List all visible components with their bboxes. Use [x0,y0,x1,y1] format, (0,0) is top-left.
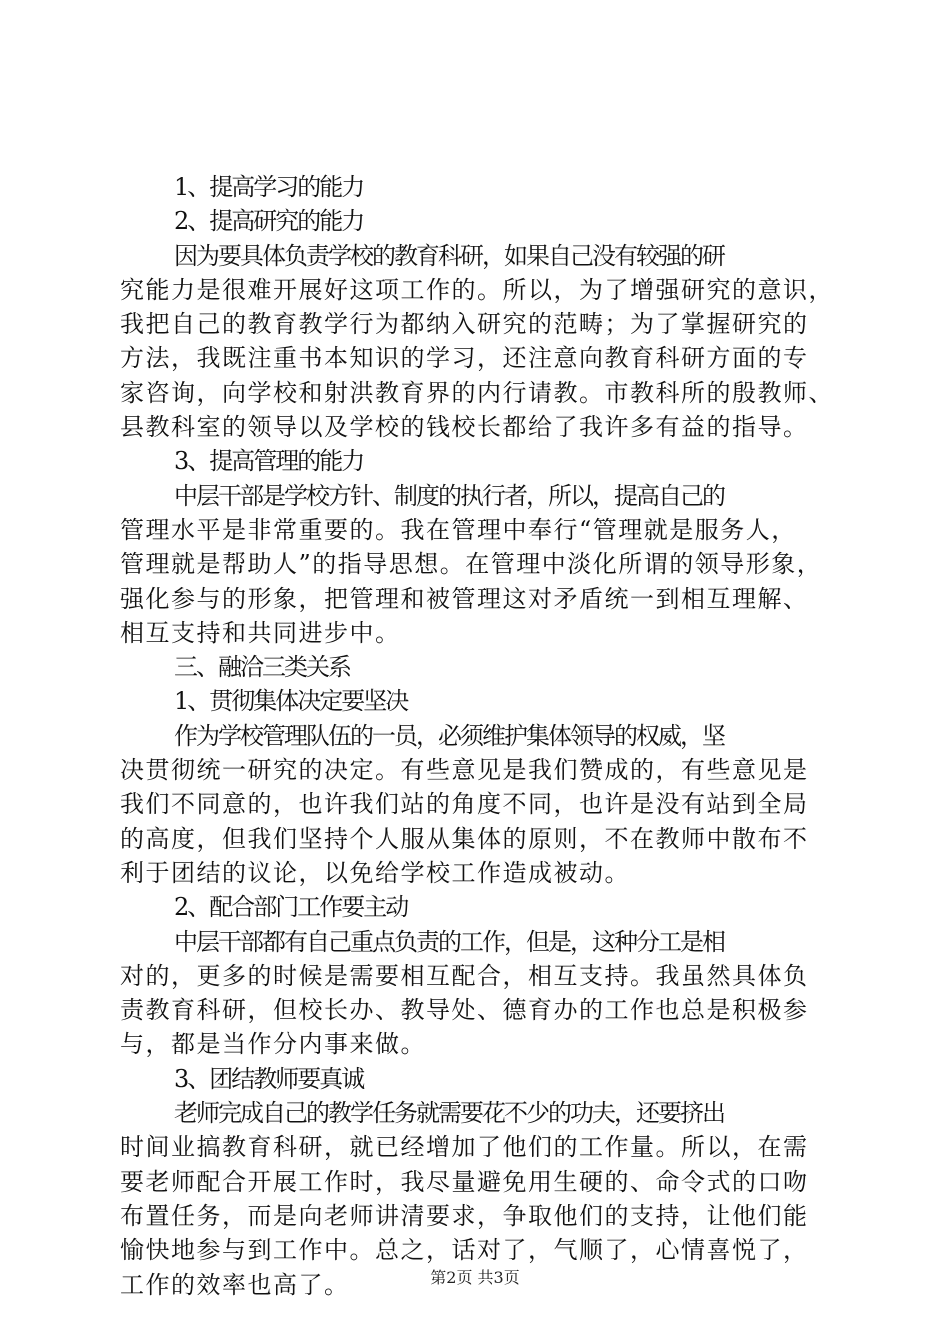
text-line: 作为学校管理队伍的一员，必须维护集体领导的权威，坚 [174,721,724,750]
text-line: 县教科室的领导以及学校的钱校长都给了我许多有益的指导。 [120,413,809,442]
text-line: 家咨询，向学校和射洪教育界的内行请教。市教科所的殷教师、 [120,378,834,407]
text-line: 中层干部都有自己重点负责的工作，但是，这种分工是相 [174,927,724,956]
document-body [120,170,835,1302]
text-line: 究能力是很难开展好这项工作的。所以，为了增强研究的意识， [120,275,834,304]
text-line: 管理就是帮助人”的指导思想。在管理中淡化所谓的领导形象， [120,550,823,579]
text-line: 管理水平是非常重要的。我在管理中奉行“管理就是服务人， [120,515,797,544]
text-line: 老师完成自己的教学任务就需要花不少的功夫，还要挤出 [174,1099,724,1128]
text-line: 1、贯彻集体决定要坚决 [174,687,408,716]
text-line: 愉快地参与到工作中。总之，话对了，气顺了，心情喜悦了， [120,1236,809,1265]
page-footer: 第2页 共3页 [430,1268,520,1287]
text-line: 1、提高学习的能力 [174,173,364,201]
text-line: 方法，我既注重书本知识的学习，还注意向教育科研方面的专 [120,344,809,373]
text-line: 的高度，但我们坚持个人服从集体的原则，不在教师中散布不 [120,824,809,853]
text-line: 中层干部是学校方针、制度的执行者，所以，提高自己的 [174,481,724,510]
text-line: 责教育科研，但校长办、教导处、德育办的工作也总是积极参 [120,996,809,1025]
text-line: 3、团结教师要真诚 [174,1064,364,1093]
text-line: 2、提高研究的能力 [174,207,364,236]
text-line: 对的，更多的时候是需要相互配合，相互支持。我虽然具体负 [120,961,809,990]
text-line: 因为要具体负责学校的教育科研，如果自己没有较强的研 [174,241,724,270]
text-line: 利于团结的议论，以免给学校工作造成被动。 [120,858,630,887]
text-line: 3、提高管理的能力 [174,447,364,476]
text-line: 布置任务，而是向老师讲清要求，争取他们的支持，让他们能 [120,1201,809,1230]
text-line: 三、融洽三类关系 [174,653,350,682]
text-line: 强化参与的形象，把管理和被管理这对矛盾统一到相互理解、 [120,584,809,613]
text-line: 要老师配合开展工作时，我尽量避免用生硬的、命令式的口吻 [120,1167,809,1196]
text-line: 与，都是当作分内事来做。 [120,1030,426,1059]
text-line: 时间业搞教育科研，就已经增加了他们的工作量。所以，在需 [120,1133,809,1162]
text-line: 我把自己的教育教学行为都纳入研究的范畴；为了掌握研究的 [120,310,809,339]
text-line: 相互支持和共同进步中。 [120,618,401,647]
text-line: 决贯彻统一研究的决定。有些意见是我们赞成的，有些意见是 [120,756,809,785]
text-line: 我们不同意的，也许我们站的角度不同，也许是没有站到全局 [120,790,809,819]
text-line: 2、配合部门工作要主动 [174,893,408,922]
text-line: 工作的效率也高了。 [120,1270,350,1299]
